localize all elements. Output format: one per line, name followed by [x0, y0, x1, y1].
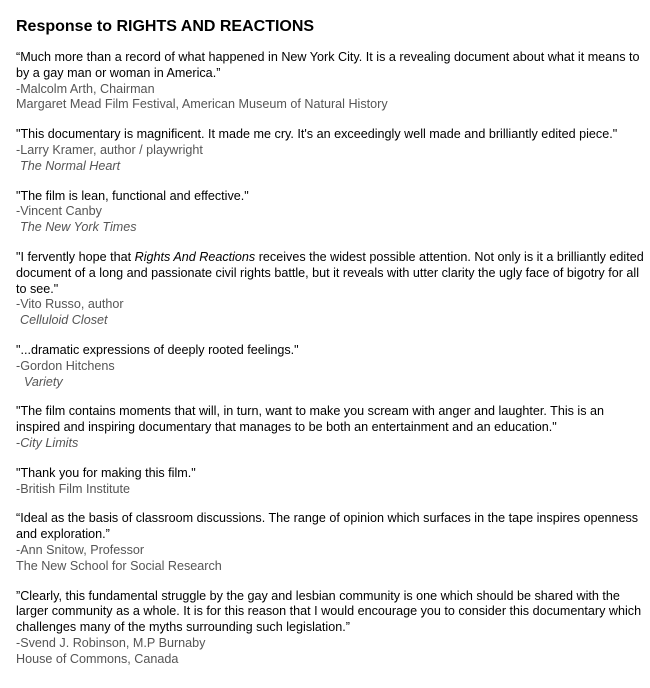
- page-content: [16, 17, 644, 682]
- review-hitchens: [16, 343, 644, 390]
- attribution-dash: -: [16, 435, 21, 450]
- review-attribution: -Ann Snitow, Professor: [16, 542, 145, 557]
- review-robinson: [16, 589, 644, 668]
- review-quote-end: receives the widest possible attention. Not only is it a brilliantly edited document of a long and passionate civil rights battle, but it reveals with utter clarity the ugly face of bigotry for all to see.": [16, 249, 644, 296]
- review-quote: [16, 250, 644, 297]
- review-quote: ”Clearly, this fundamental struggle by the gay and lesbian community is one which should be shared with the larger community as a whole. It is for this reason that I would encourage you to consider this documentary which challenges many of the myths surrounding such legislation.”: [16, 588, 642, 635]
- page-title: Response to RIGHTS AND REACTIONS: [16, 18, 315, 35]
- review-city-limits: [16, 404, 644, 451]
- review-affiliation: Margaret Mead Film Festival, American Museum of Natural History: [16, 97, 388, 112]
- review-publication: The New York Times: [20, 220, 137, 235]
- review-quote: “Much more than a record of what happened in New York City. It is a revealing document about what it means to by a gay man or woman in America.”: [16, 50, 640, 80]
- review-attribution: -British Film Institute: [16, 481, 131, 496]
- review-quote: “Ideal as the basis of classroom discussions. The range of opinion which surfaces in the tape inspires openness and exploration.”: [16, 511, 639, 542]
- review-affiliation: The New School for Social Research: [16, 558, 222, 573]
- review-quote: "The film is lean, functional and effective.": [16, 188, 249, 203]
- review-kramer: [16, 127, 644, 174]
- review-publication: The Normal Heart: [20, 158, 121, 173]
- review-attribution: -Vincent Canby: [16, 204, 102, 219]
- review-attribution: -Gordon Hitchens: [16, 358, 115, 373]
- review-russo: [16, 250, 644, 329]
- review-affiliation: House of Commons, Canada: [16, 651, 179, 666]
- review-publication: Variety: [24, 374, 63, 389]
- review-publication: Celluloid Closet: [20, 313, 108, 328]
- film-title: Rights And Reactions: [134, 249, 256, 264]
- review-publication: City Limits: [20, 435, 79, 450]
- review-attribution: [16, 436, 644, 452]
- review-attribution: -Malcolm Arth, Chairman: [16, 81, 155, 96]
- review-bfi: [16, 466, 644, 498]
- review-attribution: -Larry Kramer, author / playwright: [16, 142, 203, 157]
- review-quote: "This documentary is magnificent. It made me cry. It's an exceedingly well made and brilliantly edited piece.": [16, 127, 618, 142]
- review-attribution: -Svend J. Robinson, M.P Burnaby: [16, 635, 206, 650]
- review-attribution: -Vito Russo, author: [16, 297, 124, 312]
- review-canby: [16, 189, 644, 236]
- review-quote: "Thank you for making this film.": [16, 465, 196, 480]
- review-quote: "The film contains moments that will, in turn, want to make you scream with anger and laughter. This is an inspired and inspiring documentary that manages to be both an entertainment and an education.": [16, 404, 605, 435]
- review-snitow: [16, 511, 644, 574]
- review-arth: [16, 50, 644, 113]
- review-quote: "...dramatic expressions of deeply rooted feelings.": [16, 342, 299, 357]
- review-quote-start: "I fervently hope that: [16, 249, 135, 264]
